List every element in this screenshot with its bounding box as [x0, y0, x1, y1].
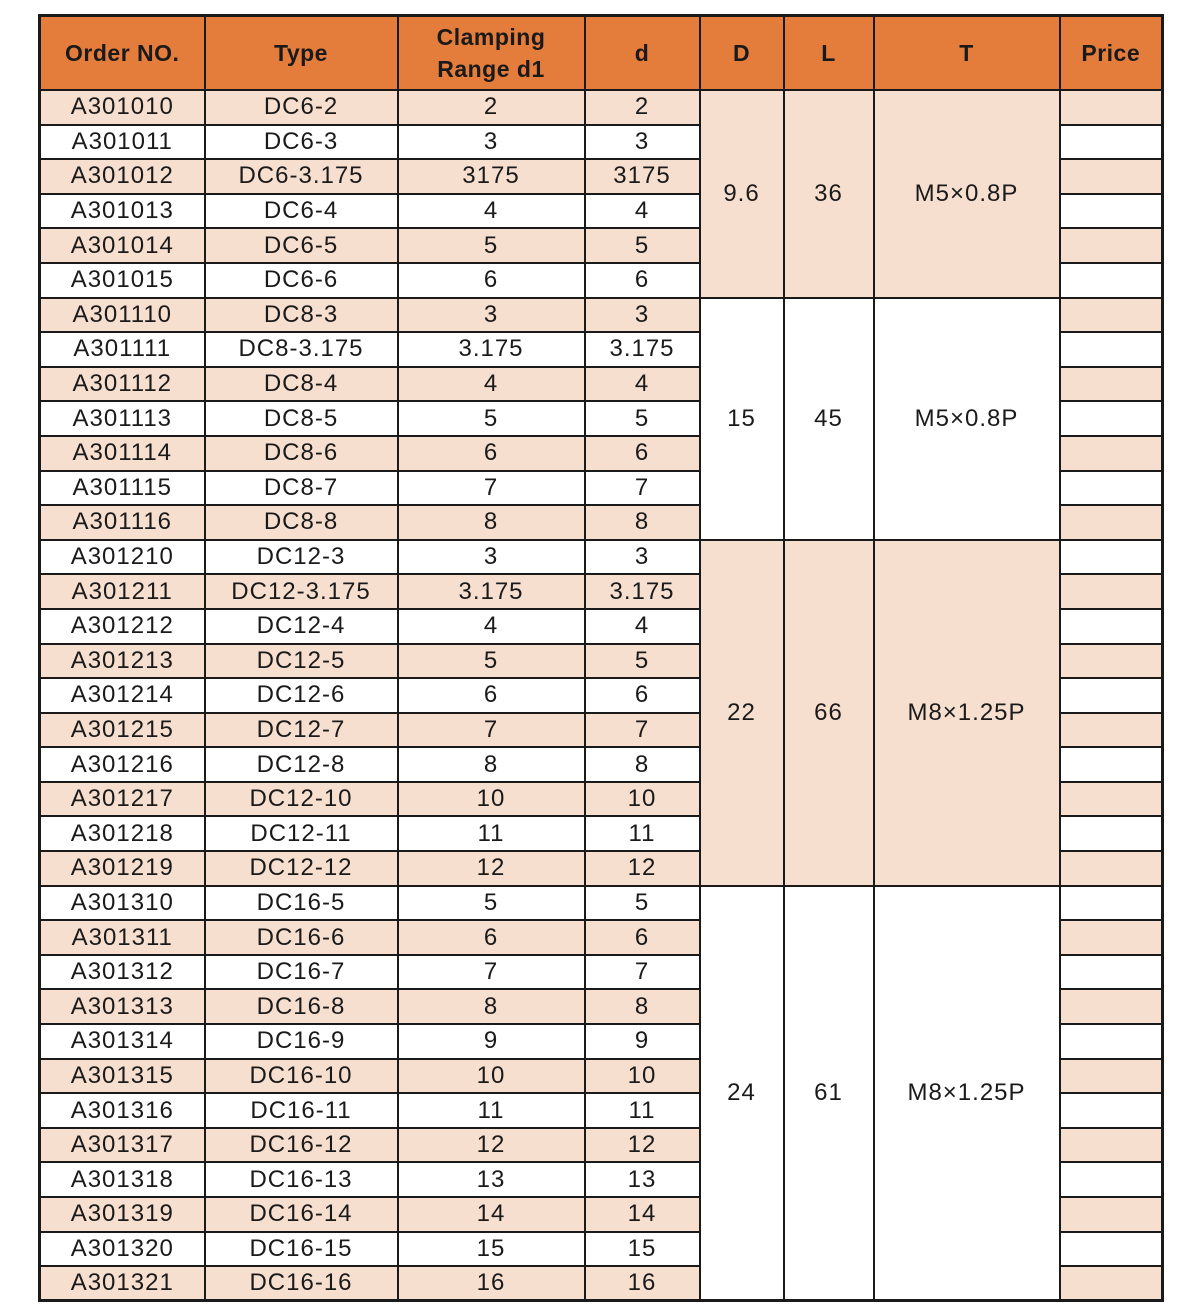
cell-clamping-range: 4 — [398, 194, 585, 229]
cell-d: 12 — [585, 1128, 700, 1163]
cell-type: DC12-11 — [205, 816, 398, 851]
cell-type: DC12-6 — [205, 678, 398, 713]
cell-type: DC12-10 — [205, 782, 398, 817]
cell-T: M5×0.8P — [874, 90, 1060, 298]
cell-price — [1060, 332, 1163, 367]
cell-type: DC16-16 — [205, 1266, 398, 1301]
cell-price — [1060, 505, 1163, 540]
cell-order-no: A301217 — [40, 782, 205, 817]
cell-clamping-range: 6 — [398, 678, 585, 713]
cell-clamping-range: 3.175 — [398, 332, 585, 367]
cell-clamping-range: 16 — [398, 1266, 585, 1301]
product-table-wrapper — [38, 14, 1161, 1302]
cell-order-no: A301012 — [40, 159, 205, 194]
cell-clamping-range: 10 — [398, 1059, 585, 1094]
cell-type: DC16-9 — [205, 1024, 398, 1059]
table-body — [40, 90, 1163, 1301]
cell-price — [1060, 228, 1163, 263]
cell-price — [1060, 989, 1163, 1024]
cell-d: 11 — [585, 816, 700, 851]
cell-clamping-range: 14 — [398, 1197, 585, 1232]
cell-L: 45 — [784, 298, 874, 540]
cell-d: 14 — [585, 1197, 700, 1232]
cell-type: DC16-12 — [205, 1128, 398, 1163]
cell-order-no: A301213 — [40, 644, 205, 679]
cell-price — [1060, 782, 1163, 817]
cell-price — [1060, 1162, 1163, 1197]
cell-type: DC16-5 — [205, 886, 398, 921]
header-type: Type — [205, 16, 398, 91]
cell-d: 13 — [585, 1162, 700, 1197]
cell-type: DC16-14 — [205, 1197, 398, 1232]
cell-T: M8×1.25P — [874, 540, 1060, 886]
cell-order-no: A301316 — [40, 1093, 205, 1128]
cell-d: 10 — [585, 1059, 700, 1094]
cell-D: 9.6 — [700, 90, 784, 298]
cell-type: DC12-7 — [205, 713, 398, 748]
cell-type: DC16-11 — [205, 1093, 398, 1128]
cell-clamping-range: 3175 — [398, 159, 585, 194]
cell-clamping-range: 6 — [398, 436, 585, 471]
cell-d: 6 — [585, 678, 700, 713]
cell-clamping-range: 5 — [398, 644, 585, 679]
cell-order-no: A301318 — [40, 1162, 205, 1197]
header-T: T — [874, 16, 1060, 91]
cell-d: 12 — [585, 851, 700, 886]
cell-d: 9 — [585, 1024, 700, 1059]
cell-clamping-range: 4 — [398, 609, 585, 644]
cell-order-no: A301111 — [40, 332, 205, 367]
cell-type: DC6-4 — [205, 194, 398, 229]
cell-order-no: A301313 — [40, 989, 205, 1024]
cell-order-no: A301211 — [40, 574, 205, 609]
cell-order-no: A301112 — [40, 367, 205, 402]
cell-type: DC16-7 — [205, 955, 398, 990]
cell-D: 24 — [700, 886, 784, 1301]
cell-L: 61 — [784, 886, 874, 1301]
cell-type: DC8-6 — [205, 436, 398, 471]
cell-clamping-range: 7 — [398, 471, 585, 506]
cell-price — [1060, 1059, 1163, 1094]
cell-clamping-range: 5 — [398, 401, 585, 436]
header-d: d — [585, 16, 700, 91]
table-row — [40, 540, 1163, 575]
cell-clamping-range: 9 — [398, 1024, 585, 1059]
cell-d: 4 — [585, 609, 700, 644]
cell-order-no: A301010 — [40, 90, 205, 125]
cell-d: 10 — [585, 782, 700, 817]
cell-type: DC8-5 — [205, 401, 398, 436]
cell-price — [1060, 713, 1163, 748]
cell-order-no: A301115 — [40, 471, 205, 506]
cell-type: DC16-8 — [205, 989, 398, 1024]
cell-d: 16 — [585, 1266, 700, 1301]
cell-clamping-range: 8 — [398, 505, 585, 540]
header-price: Price — [1060, 16, 1163, 91]
cell-clamping-range: 6 — [398, 263, 585, 298]
cell-type: DC12-5 — [205, 644, 398, 679]
cell-type: DC6-2 — [205, 90, 398, 125]
cell-price — [1060, 90, 1163, 125]
cell-d: 3.175 — [585, 574, 700, 609]
cell-order-no: A301320 — [40, 1232, 205, 1267]
cell-order-no: A301210 — [40, 540, 205, 575]
cell-clamping-range: 3.175 — [398, 574, 585, 609]
cell-d: 6 — [585, 263, 700, 298]
cell-d: 6 — [585, 436, 700, 471]
cell-d: 3175 — [585, 159, 700, 194]
cell-type: DC16-10 — [205, 1059, 398, 1094]
cell-clamping-range: 8 — [398, 989, 585, 1024]
cell-order-no: A301312 — [40, 955, 205, 990]
cell-order-no: A301219 — [40, 851, 205, 886]
cell-price — [1060, 298, 1163, 333]
header-clamping-line2: Range d1 — [437, 56, 545, 82]
cell-d: 7 — [585, 955, 700, 990]
cell-T: M8×1.25P — [874, 886, 1060, 1301]
cell-price — [1060, 540, 1163, 575]
table-row — [40, 90, 1163, 125]
cell-type: DC16-15 — [205, 1232, 398, 1267]
cell-price — [1060, 194, 1163, 229]
cell-price — [1060, 1093, 1163, 1128]
cell-price — [1060, 609, 1163, 644]
cell-d: 4 — [585, 367, 700, 402]
cell-type: DC8-7 — [205, 471, 398, 506]
cell-clamping-range: 10 — [398, 782, 585, 817]
cell-clamping-range: 2 — [398, 90, 585, 125]
cell-price — [1060, 367, 1163, 402]
cell-type: DC6-6 — [205, 263, 398, 298]
cell-d: 8 — [585, 505, 700, 540]
cell-d: 5 — [585, 401, 700, 436]
cell-clamping-range: 8 — [398, 747, 585, 782]
cell-type: DC12-3 — [205, 540, 398, 575]
cell-clamping-range: 5 — [398, 886, 585, 921]
cell-order-no: A301013 — [40, 194, 205, 229]
cell-price — [1060, 401, 1163, 436]
cell-order-no: A301314 — [40, 1024, 205, 1059]
cell-price — [1060, 471, 1163, 506]
cell-d: 15 — [585, 1232, 700, 1267]
cell-d: 5 — [585, 644, 700, 679]
cell-clamping-range: 12 — [398, 1128, 585, 1163]
cell-d: 3 — [585, 298, 700, 333]
cell-type: DC12-12 — [205, 851, 398, 886]
cell-d: 8 — [585, 989, 700, 1024]
cell-order-no: A301214 — [40, 678, 205, 713]
cell-clamping-range: 6 — [398, 920, 585, 955]
cell-d: 11 — [585, 1093, 700, 1128]
header-clamping-line1: Clamping — [436, 24, 546, 50]
cell-price — [1060, 1232, 1163, 1267]
cell-order-no: A301319 — [40, 1197, 205, 1232]
cell-price — [1060, 125, 1163, 160]
cell-order-no: A301218 — [40, 816, 205, 851]
cell-order-no: A301216 — [40, 747, 205, 782]
cell-d: 4 — [585, 194, 700, 229]
cell-price — [1060, 644, 1163, 679]
cell-clamping-range: 12 — [398, 851, 585, 886]
cell-type: DC16-6 — [205, 920, 398, 955]
cell-L: 36 — [784, 90, 874, 298]
cell-order-no: A301321 — [40, 1266, 205, 1301]
cell-price — [1060, 920, 1163, 955]
product-table — [38, 14, 1164, 1302]
cell-order-no: A301315 — [40, 1059, 205, 1094]
cell-price — [1060, 886, 1163, 921]
cell-d: 6 — [585, 920, 700, 955]
header-order-no: Order NO. — [40, 16, 205, 91]
cell-order-no: A301311 — [40, 920, 205, 955]
cell-clamping-range: 3 — [398, 298, 585, 333]
cell-type: DC8-3 — [205, 298, 398, 333]
cell-D: 22 — [700, 540, 784, 886]
cell-type: DC16-13 — [205, 1162, 398, 1197]
cell-price — [1060, 1128, 1163, 1163]
cell-clamping-range: 13 — [398, 1162, 585, 1197]
cell-clamping-range: 7 — [398, 713, 585, 748]
cell-type: DC8-3.175 — [205, 332, 398, 367]
cell-clamping-range: 7 — [398, 955, 585, 990]
cell-d: 5 — [585, 886, 700, 921]
cell-price — [1060, 159, 1163, 194]
cell-d: 3.175 — [585, 332, 700, 367]
cell-order-no: A301212 — [40, 609, 205, 644]
table-row — [40, 298, 1163, 333]
cell-order-no: A301317 — [40, 1128, 205, 1163]
cell-clamping-range: 4 — [398, 367, 585, 402]
cell-type: DC6-3 — [205, 125, 398, 160]
cell-type: DC6-5 — [205, 228, 398, 263]
cell-order-no: A301114 — [40, 436, 205, 471]
cell-clamping-range: 11 — [398, 1093, 585, 1128]
cell-clamping-range: 3 — [398, 125, 585, 160]
cell-order-no: A301310 — [40, 886, 205, 921]
cell-order-no: A301014 — [40, 228, 205, 263]
cell-d: 5 — [585, 228, 700, 263]
cell-d: 3 — [585, 125, 700, 160]
cell-order-no: A301113 — [40, 401, 205, 436]
cell-order-no: A301011 — [40, 125, 205, 160]
header-L: L — [784, 16, 874, 91]
table-row — [40, 886, 1163, 921]
cell-price — [1060, 1024, 1163, 1059]
cell-clamping-range: 5 — [398, 228, 585, 263]
cell-price — [1060, 747, 1163, 782]
cell-clamping-range: 11 — [398, 816, 585, 851]
cell-order-no: A301015 — [40, 263, 205, 298]
cell-price — [1060, 1266, 1163, 1301]
cell-d: 2 — [585, 90, 700, 125]
header-clamping-range — [398, 16, 585, 91]
cell-price — [1060, 955, 1163, 990]
cell-price — [1060, 851, 1163, 886]
cell-type: DC8-4 — [205, 367, 398, 402]
cell-type: DC12-4 — [205, 609, 398, 644]
cell-D: 15 — [700, 298, 784, 540]
cell-order-no: A301116 — [40, 505, 205, 540]
cell-type: DC12-3.175 — [205, 574, 398, 609]
cell-price — [1060, 263, 1163, 298]
cell-price — [1060, 678, 1163, 713]
cell-clamping-range: 15 — [398, 1232, 585, 1267]
cell-d: 7 — [585, 471, 700, 506]
cell-type: DC12-8 — [205, 747, 398, 782]
cell-price — [1060, 574, 1163, 609]
table-header — [40, 16, 1163, 91]
cell-T: M5×0.8P — [874, 298, 1060, 540]
cell-order-no: A301215 — [40, 713, 205, 748]
cell-price — [1060, 436, 1163, 471]
cell-d: 7 — [585, 713, 700, 748]
cell-d: 3 — [585, 540, 700, 575]
header-D: D — [700, 16, 784, 91]
cell-order-no: A301110 — [40, 298, 205, 333]
cell-price — [1060, 1197, 1163, 1232]
cell-d: 8 — [585, 747, 700, 782]
cell-type: DC8-8 — [205, 505, 398, 540]
cell-L: 66 — [784, 540, 874, 886]
cell-type: DC6-3.175 — [205, 159, 398, 194]
cell-clamping-range: 3 — [398, 540, 585, 575]
cell-price — [1060, 816, 1163, 851]
